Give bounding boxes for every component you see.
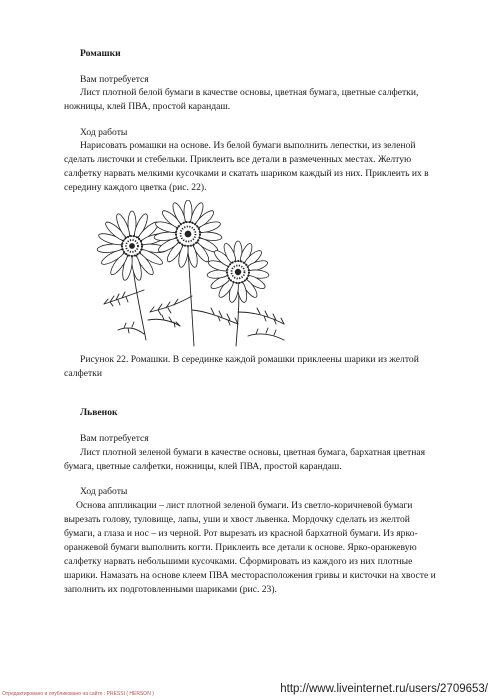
needs-line: Лист плотной зеленой бумаги в качестве основы, цветная бумага, бархатная цветная [80,447,426,458]
section-title-lion-cub: Львенок [80,407,118,418]
needs-line: Лист плотной белой бумаги в качестве основы, цветная бумага, цветные салфетки, [80,87,419,98]
daisies-illustration [88,200,360,348]
work-line: заполнить их подготовленными шариками (рис. 23). [64,584,277,595]
source-url[interactable]: http://www.liveinternet.ru/users/2709653/ [280,683,488,695]
work-line: шарики. Намазать на основе клеем ПВА месторасположения гривы и кисточки на хвосте и [64,570,436,581]
work-line: середину каждого цветка (рис. 22). [64,182,207,193]
figure-caption: салфетки [64,368,102,379]
work-heading: Ход работы [80,127,128,138]
work-line: вырезать голову, туловище, лапы, уши и хвост львенка. Мордочку сделать из желтой [64,514,410,525]
publisher-note: Отредактировано и опубликовано на сайте : PRESSI ( HERSON ) [2,691,154,697]
work-line: салфетку нарвать небольшими кусочками. Сформировать из каждого из них плотные [64,556,413,567]
needs-heading: Вам потребуется [80,433,149,444]
work-heading: Ход работы [80,486,128,497]
work-line: сделать листочки и стебельки. Приклеить все детали в размеченных местах. Желтую [64,154,412,165]
needs-heading: Вам потребуется [80,74,149,85]
work-line: оранжевой бумаги выполнить когти. Приклеить все детали к основе. Ярко-оранжевую [64,542,417,553]
needs-line: ножницы, клей ПВА, простой карандаш. [64,101,231,112]
figure-caption: Рисунок 22. Ромашки. В серединке каждой ромашки приклеены шарики из желтой [80,354,419,365]
work-line: Нарисовать ромашки на основе. Из белой бумаги выполнить лепестки, из зеленой [80,140,416,151]
work-line: салфетку нарвать мелкими кусочками и скатать шариком каждый из них. Приклеить их в [64,168,429,179]
work-line: бумаги, а глаза и нос – из черной. Рот вырезать из красной бархатной бумаги. Из ярко- [64,528,418,539]
needs-line: бумага, цветные салфетки, ножницы, клей ПВА, простой карандаш. [64,461,342,472]
work-line: Основа аппликации – лист плотной зеленой бумаги. Из светло-коричневой бумаги [76,500,413,511]
section-title-daisies: Ромашки [80,48,121,59]
